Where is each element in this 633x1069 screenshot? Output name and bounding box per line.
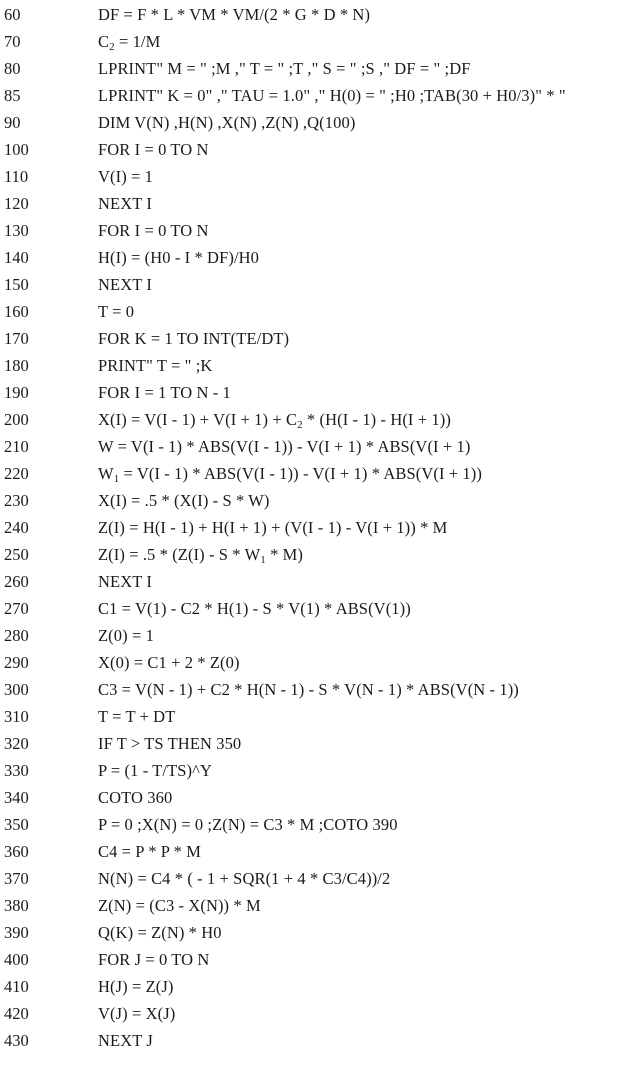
statement-text: T = 0 bbox=[98, 302, 135, 321]
line-number: 390 bbox=[4, 923, 29, 942]
code-line bbox=[0, 891, 633, 921]
code-line bbox=[0, 405, 633, 435]
basic-statement bbox=[98, 297, 134, 327]
basic-statement bbox=[98, 324, 289, 354]
statement-text: Z(I) = .5 * (Z(I) - S * W bbox=[98, 545, 261, 564]
code-line bbox=[0, 378, 633, 408]
basic-statement bbox=[98, 486, 270, 516]
line-number: 310 bbox=[4, 707, 29, 726]
line-number: 80 bbox=[4, 59, 21, 78]
statement-text: V(I) = 1 bbox=[98, 167, 154, 186]
line-number: 110 bbox=[4, 167, 29, 186]
line-number: 60 bbox=[4, 5, 21, 24]
statement-text: LPRINT" M = " ;M ," T = " ;T ," S = " ;S ," DF = " ;DF bbox=[98, 59, 471, 78]
basic-statement bbox=[98, 702, 175, 732]
basic-statement bbox=[98, 783, 172, 813]
line-number: 320 bbox=[4, 734, 29, 753]
code-line bbox=[0, 594, 633, 624]
line-number: 280 bbox=[4, 626, 29, 645]
statement-text: W bbox=[98, 464, 114, 483]
code-line bbox=[0, 999, 633, 1029]
basic-statement bbox=[98, 513, 447, 543]
basic-statement bbox=[98, 972, 173, 1002]
statement-text: H(J) = Z(J) bbox=[98, 977, 174, 996]
line-number: 290 bbox=[4, 653, 29, 672]
code-line bbox=[0, 972, 633, 1002]
statement-text: C bbox=[98, 32, 110, 51]
statement-text: IF T > TS THEN 350 bbox=[98, 734, 242, 753]
line-number: 220 bbox=[4, 464, 29, 483]
line-number: 350 bbox=[4, 815, 29, 834]
code-line bbox=[0, 675, 633, 705]
line-number: 210 bbox=[4, 437, 29, 456]
statement-text: NEXT I bbox=[98, 275, 152, 294]
code-line bbox=[0, 486, 633, 516]
line-number: 100 bbox=[4, 140, 29, 159]
basic-statement bbox=[98, 945, 209, 975]
basic-statement bbox=[98, 81, 566, 111]
basic-statement bbox=[98, 243, 259, 273]
code-line bbox=[0, 1026, 633, 1056]
statement-text: DIM V(N) ,H(N) ,X(N) ,Z(N) ,Q(100) bbox=[98, 113, 356, 132]
code-line bbox=[0, 270, 633, 300]
statement-text: FOR I = 0 TO N bbox=[98, 221, 209, 240]
basic-statement bbox=[98, 891, 261, 921]
line-number: 340 bbox=[4, 788, 29, 807]
code-line bbox=[0, 108, 633, 138]
line-number: 430 bbox=[4, 1031, 29, 1050]
line-number: 140 bbox=[4, 248, 29, 267]
basic-statement bbox=[98, 675, 519, 705]
code-line bbox=[0, 837, 633, 867]
code-line bbox=[0, 729, 633, 759]
basic-statement bbox=[98, 999, 175, 1029]
line-number: 260 bbox=[4, 572, 29, 591]
statement-text: Z(0) = 1 bbox=[98, 626, 154, 645]
basic-statement bbox=[98, 378, 231, 408]
line-number: 200 bbox=[4, 410, 29, 429]
basic-statement bbox=[98, 567, 152, 597]
statement-text: FOR J = 0 TO N bbox=[98, 950, 210, 969]
basic-statement bbox=[98, 729, 241, 759]
statement-text: Z(N) = (C3 - X(N)) * M bbox=[98, 896, 261, 915]
code-line bbox=[0, 216, 633, 246]
statement-text: * (H(I - 1) - H(I + 1)) bbox=[302, 410, 451, 429]
code-line bbox=[0, 783, 633, 813]
basic-statement bbox=[98, 810, 398, 840]
line-number: 380 bbox=[4, 896, 29, 915]
subscript: 1 bbox=[113, 473, 120, 485]
statement-text: PRINT" T = " ;K bbox=[98, 356, 213, 375]
basic-statement bbox=[98, 216, 209, 246]
line-number: 400 bbox=[4, 950, 29, 969]
code-line bbox=[0, 432, 633, 462]
code-line bbox=[0, 243, 633, 273]
basic-statement bbox=[98, 756, 212, 786]
code-line bbox=[0, 324, 633, 354]
statement-text: DF = F * L * VM * VM/(2 * G * D * N) bbox=[98, 5, 371, 24]
basic-statement bbox=[98, 162, 153, 192]
line-number: 410 bbox=[4, 977, 29, 996]
line-number: 120 bbox=[4, 194, 29, 213]
basic-statement bbox=[98, 0, 370, 30]
statement-text: V(J) = X(J) bbox=[98, 1004, 176, 1023]
statement-text: * M) bbox=[265, 545, 304, 564]
statement-text: X(I) = V(I - 1) + V(I + 1) + C bbox=[98, 410, 298, 429]
basic-statement bbox=[98, 837, 201, 867]
subscript: 2 bbox=[109, 41, 115, 53]
line-number: 150 bbox=[4, 275, 29, 294]
basic-statement bbox=[98, 594, 411, 624]
line-number: 270 bbox=[4, 599, 29, 618]
statement-text: P = 0 ;X(N) = 0 ;Z(N) = C3 * M ;COTO 390 bbox=[98, 815, 398, 834]
code-line bbox=[0, 351, 633, 381]
line-number: 70 bbox=[4, 32, 21, 51]
statement-text: T = T + DT bbox=[98, 707, 176, 726]
statement-text: C1 = V(1) - C2 * H(1) - S * V(1) * ABS(V(1)) bbox=[98, 599, 411, 618]
basic-statement bbox=[98, 864, 390, 894]
code-line bbox=[0, 81, 633, 111]
code-line bbox=[0, 162, 633, 192]
basic-statement bbox=[98, 621, 154, 651]
statement-text: LPRINT" K = 0" ," TAU = 1.0" ," H(0) = " ;H0 ;TAB(30 + H0/3)" * " bbox=[98, 86, 566, 105]
line-number: 330 bbox=[4, 761, 29, 780]
basic-statement bbox=[98, 432, 470, 462]
statement-text: P = (1 - T/TS)^Y bbox=[98, 761, 212, 780]
statement-text: W = V(I - 1) * ABS(V(I - 1)) - V(I + 1) * ABS(V(I + 1) bbox=[98, 437, 471, 456]
basic-statement bbox=[98, 189, 152, 219]
subscript: 2 bbox=[297, 419, 303, 431]
line-number: 180 bbox=[4, 356, 29, 375]
line-number: 240 bbox=[4, 518, 29, 537]
code-line bbox=[0, 864, 633, 894]
statement-text: NEXT I bbox=[98, 194, 152, 213]
code-line bbox=[0, 459, 633, 489]
statement-text: FOR K = 1 TO INT(TE/DT) bbox=[98, 329, 290, 348]
statement-text: Q(K) = Z(N) * H0 bbox=[98, 923, 222, 942]
line-number: 420 bbox=[4, 1004, 29, 1023]
basic-statement bbox=[98, 648, 240, 678]
code-line bbox=[0, 189, 633, 219]
code-line bbox=[0, 0, 633, 30]
statement-text: Z(I) = H(I - 1) + H(I + 1) + (V(I - 1) - V(I + 1)) * M bbox=[98, 518, 448, 537]
statement-text: COTO 360 bbox=[98, 788, 173, 807]
code-line bbox=[0, 810, 633, 840]
line-number: 250 bbox=[4, 545, 29, 564]
code-line bbox=[0, 621, 633, 651]
statement-text: NEXT I bbox=[98, 572, 152, 591]
statement-text: = 1/M bbox=[114, 32, 161, 51]
line-number: 160 bbox=[4, 302, 29, 321]
basic-statement bbox=[98, 54, 470, 84]
statement-text: C4 = P * P * M bbox=[98, 842, 202, 861]
code-line bbox=[0, 297, 633, 327]
subscript: 1 bbox=[260, 554, 266, 566]
code-line bbox=[0, 27, 633, 57]
basic-statement bbox=[98, 918, 222, 948]
statement-text: FOR I = 0 TO N bbox=[98, 140, 209, 159]
line-number: 360 bbox=[4, 842, 29, 861]
basic-statement bbox=[98, 108, 355, 138]
line-number: 190 bbox=[4, 383, 29, 402]
basic-statement bbox=[98, 1026, 153, 1056]
statement-text: X(I) = .5 * (X(I) - S * W) bbox=[98, 491, 270, 510]
line-number: 90 bbox=[4, 113, 21, 132]
basic-statement bbox=[98, 351, 212, 381]
line-number: 370 bbox=[4, 869, 29, 888]
code-line bbox=[0, 756, 633, 786]
code-line bbox=[0, 918, 633, 948]
basic-statement bbox=[98, 270, 152, 300]
line-number: 85 bbox=[4, 86, 21, 105]
line-number: 170 bbox=[4, 329, 29, 348]
line-number: 130 bbox=[4, 221, 29, 240]
line-number: 300 bbox=[4, 680, 29, 699]
line-number: 230 bbox=[4, 491, 29, 510]
statement-text: X(0) = C1 + 2 * Z(0) bbox=[98, 653, 240, 672]
code-line bbox=[0, 567, 633, 597]
code-line bbox=[0, 54, 633, 84]
statement-text: N(N) = C4 * ( - 1 + SQR(1 + 4 * C3/C4))/2 bbox=[98, 869, 391, 888]
code-line bbox=[0, 648, 633, 678]
code-line bbox=[0, 513, 633, 543]
statement-text: H(I) = (H0 - I * DF)/H0 bbox=[98, 248, 259, 267]
code-line bbox=[0, 540, 633, 570]
code-line bbox=[0, 135, 633, 165]
code-line bbox=[0, 945, 633, 975]
basic-statement bbox=[98, 135, 209, 165]
statement-text: C3 = V(N - 1) + C2 * H(N - 1) - S * V(N - 1) * ABS(V(N - 1)) bbox=[98, 680, 519, 699]
statement-text: = V(I - 1) * ABS(V(I - 1)) - V(I + 1) * ABS(V(I + 1)) bbox=[119, 464, 482, 483]
statement-text: FOR I = 1 TO N - 1 bbox=[98, 383, 231, 402]
statement-text: NEXT J bbox=[98, 1031, 153, 1050]
code-line bbox=[0, 702, 633, 732]
